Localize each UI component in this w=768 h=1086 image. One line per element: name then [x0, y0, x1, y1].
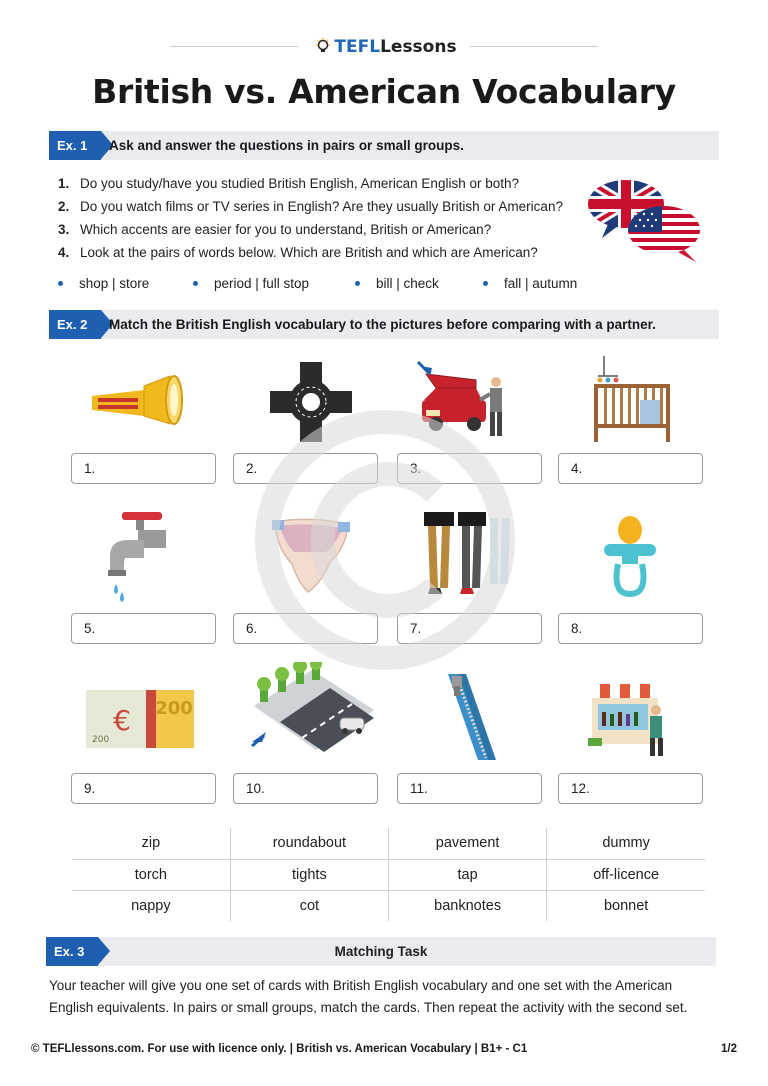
ex1-instruction: Ask and answer the questions in pairs or small groups.	[109, 138, 464, 153]
bullet-icon	[58, 281, 63, 286]
banknote-large-text: 200	[155, 698, 193, 719]
vocab-cell: roundabout	[230, 828, 388, 859]
tefl-logo	[306, 34, 466, 60]
question-list	[58, 172, 588, 264]
tap-picture	[104, 508, 168, 606]
uk-us-flags-icon	[586, 176, 708, 266]
vocab-cell: zip	[72, 828, 230, 859]
logo-tefl: TEFL	[334, 37, 381, 57]
answer-box-2[interactable]	[233, 453, 378, 484]
answer-box-5[interactable]	[71, 613, 216, 644]
word-pair	[355, 273, 439, 295]
tights-picture	[420, 512, 516, 598]
lightbulb-icon	[315, 38, 331, 54]
vocabulary-table	[72, 828, 705, 921]
off-licence-picture	[584, 676, 676, 758]
logo-lessons: Lessons	[380, 37, 457, 57]
torch-picture	[88, 372, 188, 428]
bonnet-picture	[416, 360, 510, 440]
ex3-header	[46, 937, 716, 966]
vocab-cell: cot	[230, 890, 388, 921]
vocab-cell: banknotes	[389, 890, 547, 921]
answer-box-label: 12.	[571, 781, 590, 796]
cot-picture	[592, 356, 672, 444]
pavement-picture	[250, 662, 376, 758]
answer-box-1[interactable]	[71, 453, 216, 484]
answer-box-label: 10.	[246, 781, 265, 796]
dummy-picture	[602, 514, 658, 598]
ex3-title: Matching Task	[334, 944, 428, 959]
question-number: 4.	[58, 245, 70, 260]
vocab-cell: pavement	[389, 828, 547, 859]
question-item	[58, 195, 588, 218]
vocab-cell: bonnet	[603, 897, 649, 914]
answer-box-label: 1.	[84, 461, 96, 476]
vocab-cell: dummy	[547, 828, 705, 859]
word-pair-text: fall | autumn	[504, 276, 578, 291]
question-item	[58, 172, 588, 195]
answer-box-label: 4.	[571, 461, 583, 476]
logo-divider-right	[470, 46, 598, 47]
footer-text: © TEFLlessons.com. For use with licence only. | British vs. American Vocabulary | B1+ - C1	[31, 1043, 528, 1055]
table-row	[72, 828, 705, 859]
footer	[31, 1043, 737, 1059]
answer-box-label: 7.	[410, 621, 422, 636]
bullet-icon	[193, 281, 198, 286]
word-pairs	[58, 273, 618, 295]
svg-text:€: €	[113, 704, 131, 737]
question-number: 1.	[58, 176, 70, 191]
word-pair	[193, 273, 309, 295]
question-number: 2.	[58, 199, 70, 214]
banknotes-picture	[86, 688, 198, 750]
answer-box-label: 5.	[84, 621, 96, 636]
table-row	[72, 890, 705, 921]
ex2-instruction: Match the British English vocabulary to the pictures before comparing with a partner.	[109, 317, 656, 332]
answer-box-label: 2.	[246, 461, 258, 476]
vocab-cell: nappy	[72, 890, 230, 921]
ex1-header	[49, 131, 719, 160]
zip-picture	[440, 674, 496, 762]
question-number: 3.	[58, 222, 70, 237]
word-pair-text: period | full stop	[214, 276, 310, 291]
logo-divider-left	[170, 46, 298, 47]
word-pair	[58, 273, 149, 295]
vocab-cell: tap	[389, 859, 547, 890]
ex3-tag: Ex. 3	[46, 937, 98, 966]
answer-box-8[interactable]	[558, 613, 703, 644]
vocab-cell: tights	[230, 859, 388, 890]
question-text: Do you study/have you studied British English, American English or both?	[80, 176, 519, 191]
answer-box-12[interactable]	[558, 773, 703, 804]
ex2-tag: Ex. 2	[49, 310, 101, 339]
answer-box-7[interactable]	[397, 613, 542, 644]
word-pair-text: bill | check	[376, 276, 439, 291]
question-item	[58, 241, 588, 264]
question-text: Which accents are easier for you to understand, British or American?	[80, 222, 492, 237]
answer-box-3[interactable]	[397, 453, 542, 484]
ex3-body: Your teacher will give you one set of cards with British English vocabulary and one set with the American English equivalents. In pairs or small groups, match the cards. Then repeat the activity with the second set.	[49, 978, 688, 1015]
answer-box-9[interactable]	[71, 773, 216, 804]
question-item	[58, 218, 588, 241]
roundabout-picture	[270, 362, 352, 442]
banknote-small-text: 200	[92, 735, 110, 745]
answer-box-label: 9.	[84, 781, 96, 796]
ex1-tag: Ex. 1	[49, 131, 101, 160]
ex2-header	[49, 310, 719, 339]
question-text: Do you watch films or TV series in English? Are they usually British or American?	[80, 199, 563, 214]
answer-box-11[interactable]	[397, 773, 542, 804]
answer-box-6[interactable]	[233, 613, 378, 644]
table-row	[72, 859, 705, 890]
bullet-icon	[355, 281, 360, 286]
word-pair-text: shop | store	[79, 276, 150, 291]
answer-box-4[interactable]	[558, 453, 703, 484]
vocab-cell: torch	[72, 859, 230, 890]
page-title: British vs. American Vocabulary	[92, 72, 676, 111]
answer-box-label: 8.	[571, 621, 583, 636]
bullet-icon	[483, 281, 488, 286]
answer-box-10[interactable]	[233, 773, 378, 804]
word-pair	[483, 273, 577, 295]
answer-box-label: 6.	[246, 621, 258, 636]
question-text: Look at the pairs of words below. Which are British and which are American?	[80, 245, 538, 260]
answer-box-label: 11.	[410, 781, 428, 796]
logo-row	[170, 34, 598, 60]
answer-box-label: 3.	[410, 461, 422, 476]
nappy-picture	[268, 512, 354, 598]
page-number: 1/2	[721, 1043, 737, 1055]
vocab-cell: off-licence	[547, 859, 705, 890]
